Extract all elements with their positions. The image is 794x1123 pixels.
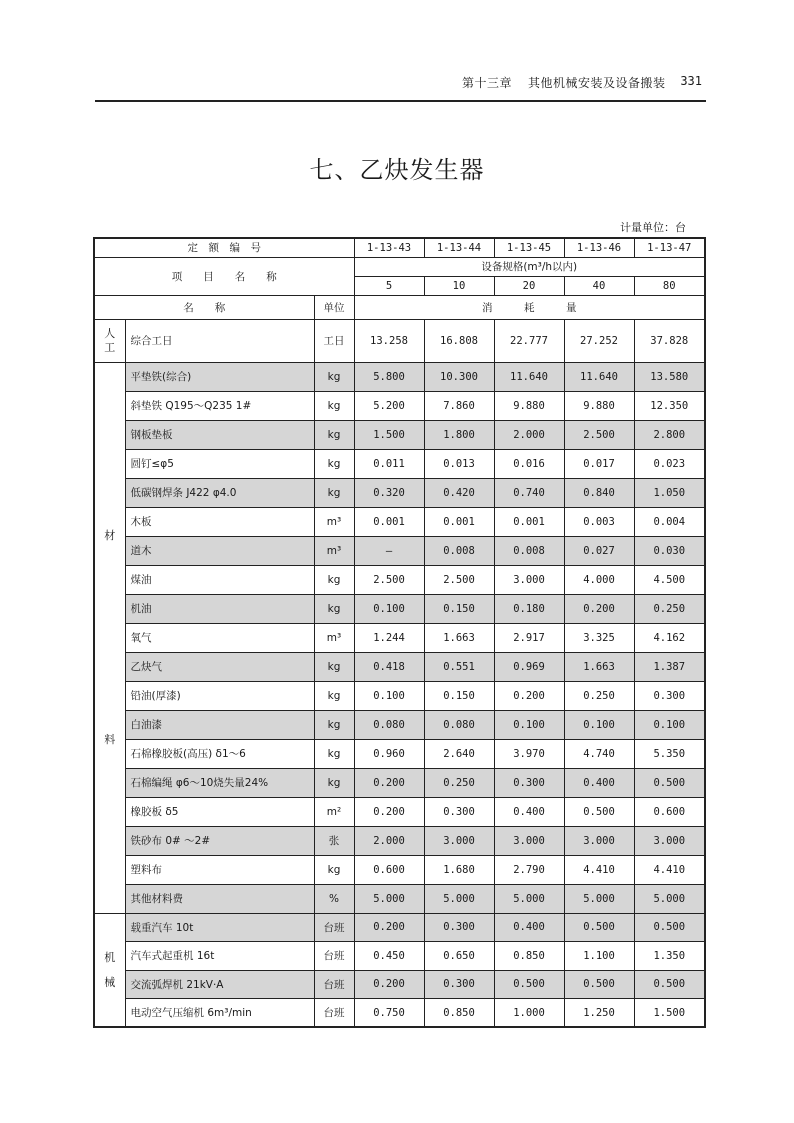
consumption-value: 0.030 [634, 536, 705, 565]
quota-code-row [94, 238, 705, 257]
item-unit: kg [314, 478, 354, 507]
table-row [94, 739, 705, 768]
consumption-value: 0.500 [634, 768, 705, 797]
consumption-value: 2.917 [494, 623, 564, 652]
table-row [94, 710, 705, 739]
table-row [94, 942, 705, 971]
table-row [94, 420, 705, 449]
item-unit: kg [314, 652, 354, 681]
consumption-value: 0.500 [634, 970, 705, 999]
item-name: 石棉编绳 φ6～10烧失量24% [125, 768, 314, 797]
consumption-value: 0.250 [564, 681, 634, 710]
consumption-value: 3.325 [564, 623, 634, 652]
consumption-value: 1.100 [564, 942, 634, 971]
item-name: 铁砂布 0# ～2# [125, 826, 314, 855]
item-name: 载重汽车 10t [125, 913, 314, 942]
quota-code: 1-13-43 [354, 238, 424, 257]
item-unit: kg [314, 681, 354, 710]
item-name: 道木 [125, 536, 314, 565]
item-unit: 台班 [314, 970, 354, 999]
spec-label: 设备规格(m³/h以内) [354, 257, 705, 276]
consumption-value: — [354, 536, 424, 565]
running-header [0, 74, 707, 92]
consumption-value: 2.500 [424, 565, 494, 594]
header-rule [95, 100, 706, 102]
consumption-value: 5.800 [354, 362, 424, 391]
consumption-value: 0.004 [634, 507, 705, 536]
item-name: 铅油(厚漆) [125, 681, 314, 710]
consumption-value: 4.162 [634, 623, 705, 652]
consumption-value: 0.960 [354, 739, 424, 768]
quota-code: 1-13-44 [424, 238, 494, 257]
item-name: 汽车式起重机 16t [125, 942, 314, 971]
consumption-value: 13.580 [634, 362, 705, 391]
consumption-value: 0.840 [564, 478, 634, 507]
category-label-machinery [94, 913, 125, 1027]
item-name: 氧气 [125, 623, 314, 652]
item-unit: kg [314, 768, 354, 797]
quota-code: 1-13-47 [634, 238, 705, 257]
consumption-value: 1.244 [354, 623, 424, 652]
consumption-value: 4.410 [634, 855, 705, 884]
consumption-value: 5.350 [634, 739, 705, 768]
consumption-value: 0.008 [494, 536, 564, 565]
consumption-header: 消 耗 量 [354, 295, 705, 319]
consumption-value: 0.500 [564, 970, 634, 999]
consumption-value: 1.663 [424, 623, 494, 652]
item-unit: m³ [314, 536, 354, 565]
consumption-value: 0.023 [634, 449, 705, 478]
consumption-value: 0.420 [424, 478, 494, 507]
consumption-value: 2.500 [564, 420, 634, 449]
consumption-value: 0.100 [494, 710, 564, 739]
table-row [94, 565, 705, 594]
consumption-value: 27.252 [564, 319, 634, 362]
consumption-value: 12.350 [634, 391, 705, 420]
table-row [94, 536, 705, 565]
column-header-row [94, 295, 705, 319]
consumption-value: 0.200 [354, 970, 424, 999]
consumption-value: 4.410 [564, 855, 634, 884]
item-unit: kg [314, 449, 354, 478]
item-name: 机油 [125, 594, 314, 623]
consumption-value: 10.300 [424, 362, 494, 391]
item-name: 平垫铁(综合) [125, 362, 314, 391]
consumption-value: 3.000 [494, 565, 564, 594]
consumption-value: 0.250 [634, 594, 705, 623]
item-name: 圆钉≤φ5 [125, 449, 314, 478]
item-unit: kg [314, 565, 354, 594]
item-name: 斜垫铁 Q195～Q235 1# [125, 391, 314, 420]
consumption-value: 3.000 [634, 826, 705, 855]
consumption-value: 0.650 [424, 942, 494, 971]
consumption-value: 0.600 [354, 855, 424, 884]
consumption-value: 0.500 [494, 970, 564, 999]
spec-value: 40 [564, 276, 634, 295]
consumption-value: 5.000 [494, 884, 564, 913]
item-name: 木板 [125, 507, 314, 536]
category-char: 人 [104, 327, 116, 341]
category-char: 材 [104, 529, 116, 543]
consumption-value: 0.001 [424, 507, 494, 536]
table-row [94, 855, 705, 884]
table-row [94, 362, 705, 391]
item-name: 石棉橡胶板(高压) δ1～6 [125, 739, 314, 768]
item-unit: 台班 [314, 913, 354, 942]
consumption-value: 2.790 [494, 855, 564, 884]
category-char: 工 [104, 340, 116, 354]
consumption-value: 1.663 [564, 652, 634, 681]
table-row [94, 884, 705, 913]
consumption-value: 13.258 [354, 319, 424, 362]
item-unit: % [314, 884, 354, 913]
item-unit: m² [314, 797, 354, 826]
page-title: 七、乙炔发生器 [309, 156, 485, 184]
item-name: 煤油 [125, 565, 314, 594]
consumption-value: 0.300 [424, 913, 494, 942]
consumption-value: 5.000 [564, 884, 634, 913]
consumption-value: 3.000 [424, 826, 494, 855]
quota-label: 定 额 编 号 [94, 238, 354, 257]
consumption-value: 0.100 [354, 681, 424, 710]
table-row [94, 652, 705, 681]
consumption-value: 3.970 [494, 739, 564, 768]
item-name: 电动空气压缩机 6m³/min [125, 999, 314, 1028]
item-name: 橡胶板 δ5 [125, 797, 314, 826]
unit-note: 计量单位：台 [620, 221, 686, 234]
table-row [94, 623, 705, 652]
consumption-value: 0.100 [354, 594, 424, 623]
consumption-value: 1.250 [564, 999, 634, 1028]
consumption-value: 0.200 [494, 681, 564, 710]
spec-value: 80 [634, 276, 705, 295]
consumption-value: 0.500 [634, 913, 705, 942]
consumption-value: 11.640 [494, 362, 564, 391]
consumption-value: 0.011 [354, 449, 424, 478]
consumption-value: 0.400 [494, 913, 564, 942]
item-unit: 工日 [314, 319, 354, 362]
spec-value: 5 [354, 276, 424, 295]
consumption-value: 4.740 [564, 739, 634, 768]
item-name: 乙炔气 [125, 652, 314, 681]
consumption-value: 1.000 [494, 999, 564, 1028]
consumption-value: 0.150 [424, 594, 494, 623]
consumption-value: 0.600 [634, 797, 705, 826]
consumption-value: 0.008 [424, 536, 494, 565]
spec-value: 20 [494, 276, 564, 295]
consumption-value: 0.003 [564, 507, 634, 536]
item-unit: 台班 [314, 999, 354, 1028]
category-char: 料 [104, 732, 116, 746]
table-row [94, 449, 705, 478]
item-name: 综合工日 [125, 319, 314, 362]
item-name: 白油漆 [125, 710, 314, 739]
item-name: 低碳钢焊条 J422 φ4.0 [125, 478, 314, 507]
consumption-value: 4.000 [564, 565, 634, 594]
consumption-value: 9.880 [564, 391, 634, 420]
item-unit: kg [314, 739, 354, 768]
category-label-materials [94, 362, 125, 913]
consumption-value: 4.500 [634, 565, 705, 594]
quota-code: 1-13-45 [494, 238, 564, 257]
consumption-value: 0.200 [354, 768, 424, 797]
consumption-value: 0.013 [424, 449, 494, 478]
consumption-value: 5.000 [354, 884, 424, 913]
consumption-value: 0.180 [494, 594, 564, 623]
consumption-value: 1.500 [634, 999, 705, 1028]
consumption-value: 11.640 [564, 362, 634, 391]
consumption-value: 0.740 [494, 478, 564, 507]
consumption-value: 2.000 [494, 420, 564, 449]
quota-table [93, 237, 706, 1028]
quota-code: 1-13-46 [564, 238, 634, 257]
consumption-value: 5.000 [424, 884, 494, 913]
table-row [94, 507, 705, 536]
category-char: 机 [104, 950, 116, 964]
item-unit: kg [314, 391, 354, 420]
consumption-value: 0.750 [354, 999, 424, 1028]
item-unit: kg [314, 420, 354, 449]
consumption-value: 22.777 [494, 319, 564, 362]
consumption-value: 0.500 [564, 797, 634, 826]
consumption-value: 0.320 [354, 478, 424, 507]
page-number: 331 [680, 74, 702, 88]
consumption-value: 2.640 [424, 739, 494, 768]
consumption-value: 0.100 [634, 710, 705, 739]
consumption-value: 16.808 [424, 319, 494, 362]
table-row [94, 826, 705, 855]
consumption-value: 0.016 [494, 449, 564, 478]
consumption-value: 1.350 [634, 942, 705, 971]
consumption-value: 0.418 [354, 652, 424, 681]
consumption-value: 0.450 [354, 942, 424, 971]
item-unit: 张 [314, 826, 354, 855]
consumption-value: 0.400 [564, 768, 634, 797]
consumption-value: 0.080 [354, 710, 424, 739]
consumption-value: 0.969 [494, 652, 564, 681]
consumption-value: 0.850 [424, 999, 494, 1028]
category-label-labor [94, 319, 125, 362]
consumption-value: 0.017 [564, 449, 634, 478]
consumption-value: 2.000 [354, 826, 424, 855]
chapter-label: 第十三章 [462, 76, 513, 90]
consumption-value: 1.500 [354, 420, 424, 449]
consumption-value: 1.050 [634, 478, 705, 507]
item-name: 钢板垫板 [125, 420, 314, 449]
table-row [94, 391, 705, 420]
consumption-value: 5.000 [634, 884, 705, 913]
table-row [94, 797, 705, 826]
consumption-value: 0.400 [494, 797, 564, 826]
table-row [94, 913, 705, 942]
consumption-value: 2.800 [634, 420, 705, 449]
item-name: 其他材料费 [125, 884, 314, 913]
table-row [94, 970, 705, 999]
consumption-value: 0.200 [354, 797, 424, 826]
consumption-value: 0.250 [424, 768, 494, 797]
consumption-value: 0.300 [424, 797, 494, 826]
spec-value: 10 [424, 276, 494, 295]
item-unit: kg [314, 855, 354, 884]
item-name-label: 项 目 名 称 [94, 257, 354, 295]
consumption-value: 5.200 [354, 391, 424, 420]
consumption-value: 3.000 [494, 826, 564, 855]
section-label: 其他机械安装及设备搬装 [528, 76, 666, 90]
consumption-value: 0.200 [354, 913, 424, 942]
category-char: 械 [104, 975, 116, 989]
consumption-value: 0.300 [424, 970, 494, 999]
consumption-value: 3.000 [564, 826, 634, 855]
item-unit: m³ [314, 507, 354, 536]
consumption-value: 37.828 [634, 319, 705, 362]
consumption-value: 2.500 [354, 565, 424, 594]
name-column-header: 名 称 [94, 295, 314, 319]
item-unit: kg [314, 362, 354, 391]
item-name: 交流弧焊机 21kV·A [125, 970, 314, 999]
consumption-value: 0.551 [424, 652, 494, 681]
item-unit: m³ [314, 623, 354, 652]
consumption-value: 0.200 [564, 594, 634, 623]
table-row [94, 319, 705, 362]
item-unit: kg [314, 594, 354, 623]
table-row [94, 594, 705, 623]
table-row [94, 681, 705, 710]
spec-header-row [94, 257, 705, 276]
item-unit: 台班 [314, 942, 354, 971]
consumption-value: 0.150 [424, 681, 494, 710]
consumption-value: 0.027 [564, 536, 634, 565]
table-row [94, 478, 705, 507]
consumption-value: 7.860 [424, 391, 494, 420]
consumption-value: 9.880 [494, 391, 564, 420]
consumption-value: 0.100 [564, 710, 634, 739]
consumption-value: 1.680 [424, 855, 494, 884]
item-name: 塑料布 [125, 855, 314, 884]
table-row [94, 999, 705, 1028]
table-row [94, 768, 705, 797]
consumption-value: 0.850 [494, 942, 564, 971]
consumption-value: 0.500 [564, 913, 634, 942]
consumption-value: 1.387 [634, 652, 705, 681]
consumption-value: 1.800 [424, 420, 494, 449]
consumption-value: 0.001 [354, 507, 424, 536]
consumption-value: 0.300 [494, 768, 564, 797]
consumption-value: 0.001 [494, 507, 564, 536]
consumption-value: 0.300 [634, 681, 705, 710]
unit-column-header: 单位 [314, 295, 354, 319]
consumption-value: 0.080 [424, 710, 494, 739]
item-unit: kg [314, 710, 354, 739]
